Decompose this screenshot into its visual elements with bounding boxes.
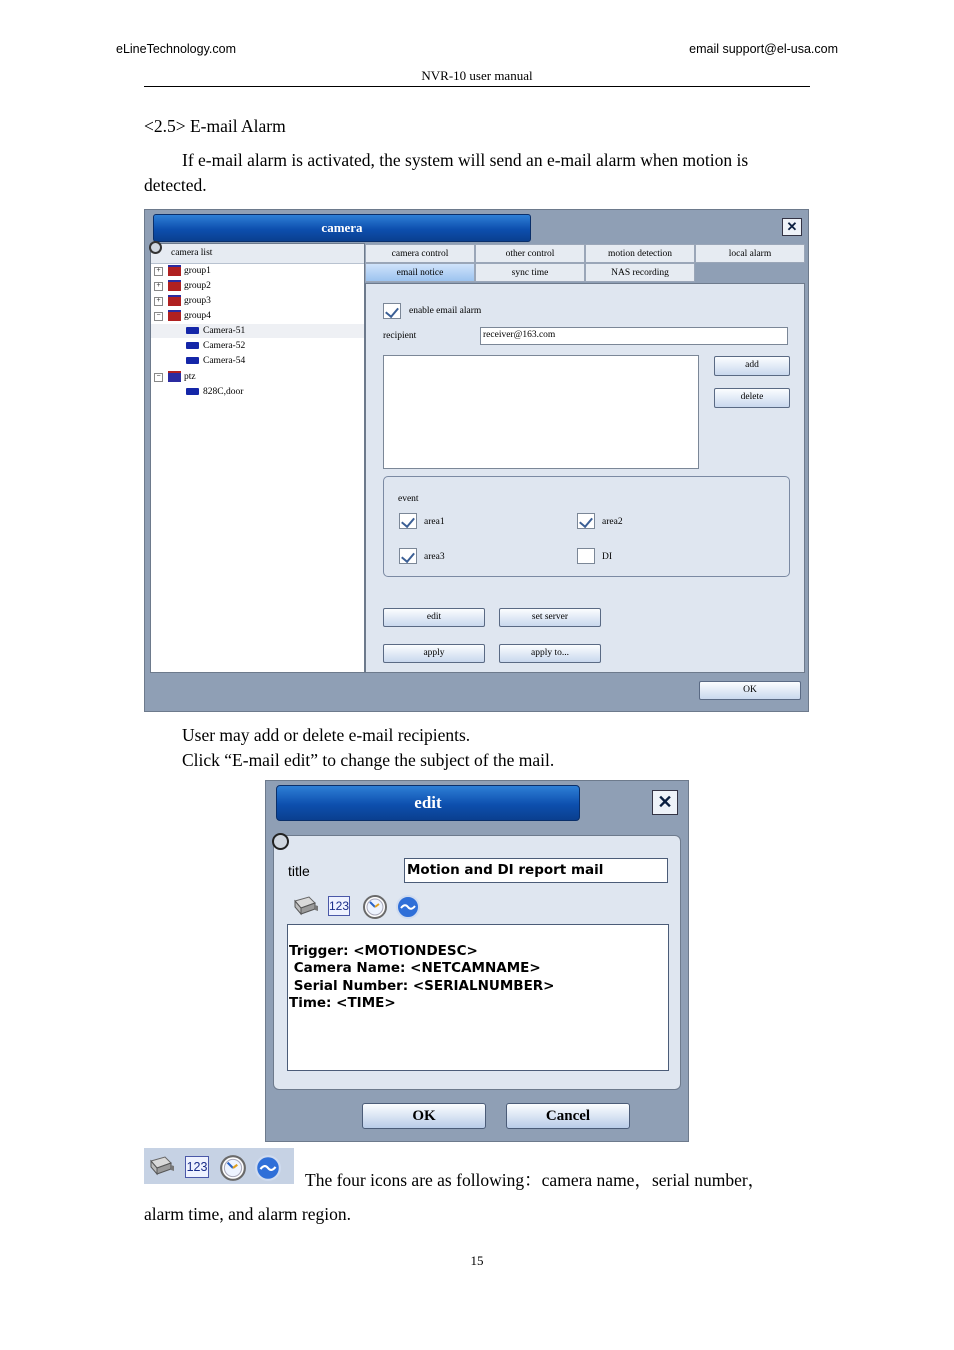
ok-button[interactable]: OK [699, 681, 801, 700]
folder-icon [168, 280, 181, 291]
body-line-time: Time: <TIME> [289, 995, 396, 1011]
tree-label: 828C,door [203, 387, 244, 397]
icons-strip [144, 1148, 294, 1184]
camera-icon [186, 327, 199, 334]
email-notice-panel [365, 283, 805, 673]
camera-icon [186, 342, 199, 349]
title-label: title [288, 863, 310, 879]
serial-number-icon[interactable]: 123 [328, 896, 350, 916]
recipient-input[interactable]: receiver@163.com [480, 327, 788, 345]
icons-description-line-1: The four icons are as following：camera name，serial number， [305, 1170, 766, 1190]
status-icon [272, 833, 289, 850]
area1-label: area1 [424, 517, 445, 527]
icons-description-line-2: alarm time, and alarm region. [144, 1204, 352, 1224]
collapse-icon[interactable]: − [154, 373, 163, 382]
camera-icon [186, 357, 199, 364]
event-label: event [398, 494, 419, 504]
tree-label: group1 [184, 266, 211, 276]
tree-label: group4 [184, 311, 211, 321]
enable-email-label: enable email alarm [409, 306, 482, 316]
camera-window-footer [145, 677, 808, 711]
alarm-time-icon[interactable] [362, 894, 388, 925]
tree-label: ptz [184, 372, 196, 382]
tree-label: Camera-52 [203, 341, 246, 351]
tab-other-control[interactable]: other control [475, 244, 585, 263]
apply-button[interactable]: apply [383, 644, 485, 663]
camera-list-panel [150, 243, 365, 673]
di-label: DI [602, 552, 613, 562]
tab-motion-detection[interactable]: motion detection [585, 244, 695, 263]
intro-line-2: detected. [144, 175, 207, 195]
alarm-region-icon [254, 1154, 282, 1187]
area2-checkbox[interactable] [577, 513, 595, 529]
close-icon[interactable]: ✕ [652, 790, 678, 815]
edit-dialog-title: edit [276, 785, 580, 821]
expand-icon[interactable]: + [154, 267, 163, 276]
camera-name-icon [149, 1155, 175, 1182]
alarm-time-icon [219, 1154, 247, 1187]
body-line-trigger: Trigger: <MOTIONDESC> [289, 942, 478, 959]
mail-title-input[interactable]: Motion and DI report mail [404, 858, 668, 883]
tree-label: group2 [184, 281, 211, 291]
text-add-delete: User may add or delete e-mail recipients. [182, 725, 471, 745]
camera-name-icon[interactable] [293, 895, 319, 922]
body-line-camera-name: Camera Name: <NETCAMNAME> [289, 960, 541, 976]
tree-item-camera-51[interactable] [151, 324, 364, 338]
close-icon[interactable]: ✕ [782, 218, 802, 236]
support-email: email support@el-usa.com [689, 42, 838, 56]
di-checkbox[interactable] [577, 548, 595, 564]
collapse-icon[interactable]: − [154, 312, 163, 321]
camera-list-label: camera list [171, 248, 213, 258]
ptz-camera-icon [186, 388, 199, 395]
event-group [383, 476, 790, 577]
tab-local-alarm[interactable]: local alarm [695, 244, 805, 263]
folder-icon [168, 310, 181, 321]
folder-icon [168, 265, 181, 276]
folder-icon [168, 295, 181, 306]
tree-label: Camera-51 [203, 326, 246, 336]
tab-camera-control[interactable]: camera control [365, 244, 475, 263]
tab-nas-recording[interactable]: NAS recording [585, 263, 695, 282]
camera-window [144, 209, 809, 712]
serial-number-icon: 123 [185, 1156, 209, 1178]
ok-button[interactable]: OK [362, 1103, 486, 1129]
intro-line-1: If e-mail alarm is activated, the system will send an e-mail alarm when motion is [182, 150, 749, 170]
enable-email-checkbox[interactable] [383, 303, 401, 319]
edit-dialog-body [273, 835, 681, 1090]
body-line-serial-number: Serial Number: <SERIALNUMBER> [289, 977, 555, 994]
recipient-list[interactable] [383, 355, 699, 469]
camera-list-header [151, 244, 364, 264]
header-rule [144, 86, 810, 87]
mail-body-textarea[interactable] [287, 924, 669, 1071]
status-icon [149, 241, 162, 254]
expand-icon[interactable]: + [154, 282, 163, 291]
edit-button[interactable]: edit [383, 608, 485, 627]
text-click-edit: Click “E-mail edit” to change the subject of the mail. [182, 750, 555, 770]
area3-label: area3 [424, 552, 445, 562]
cancel-button[interactable]: Cancel [506, 1103, 630, 1129]
tab-sync-time[interactable]: sync time [475, 263, 585, 282]
ptz-folder-icon [168, 371, 181, 382]
tree-label: group3 [184, 296, 211, 306]
edit-dialog [265, 780, 689, 1142]
tree-label: Camera-54 [203, 356, 246, 366]
area1-checkbox[interactable] [399, 513, 417, 529]
area2-label: area2 [602, 517, 623, 527]
recipient-label: recipient [383, 331, 417, 341]
manual-title: NVR-10 user manual [421, 68, 533, 83]
alarm-region-icon[interactable] [395, 894, 421, 925]
tab-email-notice[interactable]: email notice [365, 263, 475, 282]
camera-window-title: camera [153, 214, 531, 242]
site-name: eLineTechnology.com [116, 42, 236, 56]
delete-button[interactable]: delete [714, 388, 790, 408]
area3-checkbox[interactable] [399, 548, 417, 564]
section-heading: <2.5> E-mail Alarm [144, 116, 286, 136]
apply-to-button[interactable]: apply to... [499, 644, 601, 663]
set-server-button[interactable]: set server [499, 608, 601, 627]
expand-icon[interactable]: + [154, 297, 163, 306]
add-button[interactable]: add [714, 356, 790, 376]
page-number: 15 [470, 1253, 484, 1268]
